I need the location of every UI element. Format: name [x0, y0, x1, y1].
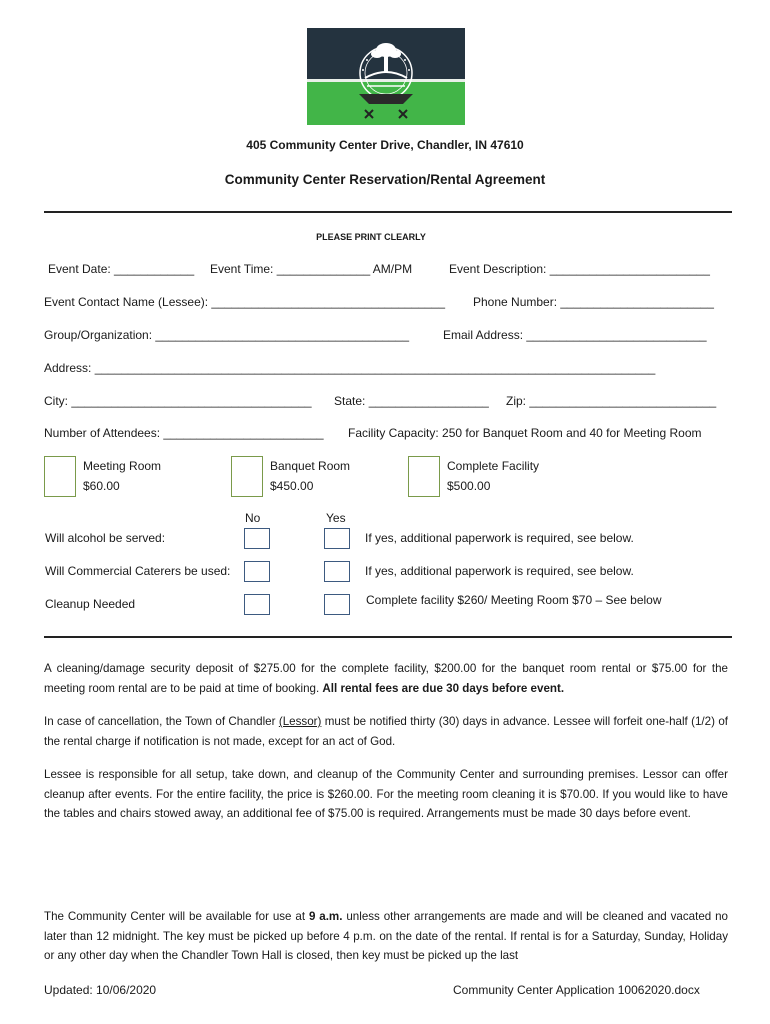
meeting-room-price: $60.00: [83, 479, 120, 493]
caterers-yes-checkbox[interactable]: [324, 561, 350, 582]
availability-text-b: unless other arrangements are made and will be cleaned and vacated no later than 12 midnight. The key must be picked up before 4 p.m. on the date of the rental. If rental is for a Saturday, Sunday, Holiday or any other day when the Chandler Town Hall is closed, then key must be picked up the last: [44, 910, 728, 962]
caterers-note: If yes, additional paperwork is required, see below.: [365, 564, 634, 578]
meeting-room-name: Meeting Room: [83, 459, 162, 473]
cleanup-note: Complete facility $260/ Meeting Room $70 – See below: [366, 593, 662, 607]
center-address: 405 Community Center Drive, Chandler, IN 47610: [246, 138, 524, 152]
print-instruction: PLEASE PRINT CLEARLY: [316, 232, 426, 242]
attendees-field[interactable]: Number of Attendees: ________________________: [44, 426, 324, 440]
document-filename: Community Center Application 10062020.docx: [453, 983, 700, 997]
meeting-room-checkbox[interactable]: [44, 456, 76, 497]
event-date-field[interactable]: Event Date: ____________: [48, 262, 195, 276]
banquet-room-checkbox[interactable]: [231, 456, 263, 497]
top-divider: [44, 211, 732, 213]
event-time-field[interactable]: Event Time: ______________ AM/PM: [210, 262, 413, 276]
cleanup-question: Cleanup Needed: [45, 597, 136, 611]
page-title: Community Center Reservation/Rental Agreement: [224, 172, 546, 187]
cleanup-yes-checkbox[interactable]: [324, 594, 350, 615]
availability-text-a: The Community Center will be available for use at: [44, 910, 309, 923]
no-column-header: No: [245, 511, 261, 525]
caterers-no-checkbox[interactable]: [244, 561, 270, 582]
yes-column-header: Yes: [326, 511, 346, 525]
meeting-room-label: [83, 456, 161, 496]
state-field[interactable]: State: __________________: [334, 394, 489, 408]
alcohol-yes-checkbox[interactable]: [324, 528, 350, 549]
seal-emblem-icon: [307, 28, 465, 125]
banquet-room-name: Banquet Room: [270, 459, 351, 473]
alcohol-note: If yes, additional paperwork is required, see below.: [365, 531, 634, 545]
zip-field[interactable]: Zip: ____________________________: [506, 394, 717, 408]
cleanup-no-checkbox[interactable]: [244, 594, 270, 615]
cancellation-text-b: must be notified thirty (30) days in advance. Lessee will forfeit one-half (1/2) of the rental charge if notification is not made, except for an act of God.: [44, 715, 728, 748]
deposit-due-text: All rental fees are due 30 days before event.: [322, 681, 565, 695]
deposit-text: A cleaning/damage security deposit of $275.00 for the complete facility, $200.00 for the banquet room rental or $75.00 for the meeting room rental are to be paid at time of booking.: [44, 662, 728, 695]
banquet-room-price: $450.00: [270, 479, 314, 493]
complete-facility-price: $500.00: [447, 479, 491, 493]
caterers-question: Will Commercial Caterers be used:: [45, 564, 231, 578]
address-field[interactable]: Address: ____________________________________________________________________________________: [44, 361, 656, 375]
lessor-term: (Lessor): [278, 715, 322, 728]
email-field[interactable]: Email Address: ___________________________: [443, 328, 707, 342]
alcohol-no-checkbox[interactable]: [244, 528, 270, 549]
city-field[interactable]: City: ____________________________________: [44, 394, 312, 408]
complete-facility-label: [447, 456, 539, 496]
availability-time: 9 a.m.: [308, 910, 343, 923]
updated-date: Updated: 10/06/2020: [44, 983, 157, 997]
banquet-room-label: [270, 456, 350, 496]
deposit-paragraph: [44, 659, 728, 698]
phone-field[interactable]: Phone Number: _______________________: [473, 295, 714, 309]
capacity-note: Facility Capacity: 250 for Banquet Room and 40 for Meeting Room: [348, 426, 702, 440]
cancellation-text-a: In case of cancellation, the Town of Chandler: [44, 715, 279, 728]
contact-name-field[interactable]: Event Contact Name (Lessee): ___________________________________: [44, 295, 445, 309]
complete-facility-name: Complete Facility: [447, 459, 540, 473]
organization-field[interactable]: Group/Organization: ______________________________________: [44, 328, 409, 342]
middle-divider: [44, 636, 732, 638]
event-description-field[interactable]: Event Description: ________________________: [449, 262, 710, 276]
cancellation-paragraph: [44, 712, 728, 751]
town-seal-logo: [307, 28, 465, 125]
setup-paragraph: Lessee is responsible for all setup, take down, and cleanup of the Community Center and surrounding premises. Lessor can offer cleanup after events. For the entire facility, the price is $260.00. For the meeting room cleaning it is $70.00. If you would like to have the tables and chairs stowed away, an additional fee of $75.00 is required. Arrangements must be made 30 days before event.: [44, 768, 728, 820]
complete-facility-checkbox[interactable]: [408, 456, 440, 497]
availability-paragraph: [44, 907, 728, 966]
alcohol-question: Will alcohol be served:: [45, 531, 166, 545]
